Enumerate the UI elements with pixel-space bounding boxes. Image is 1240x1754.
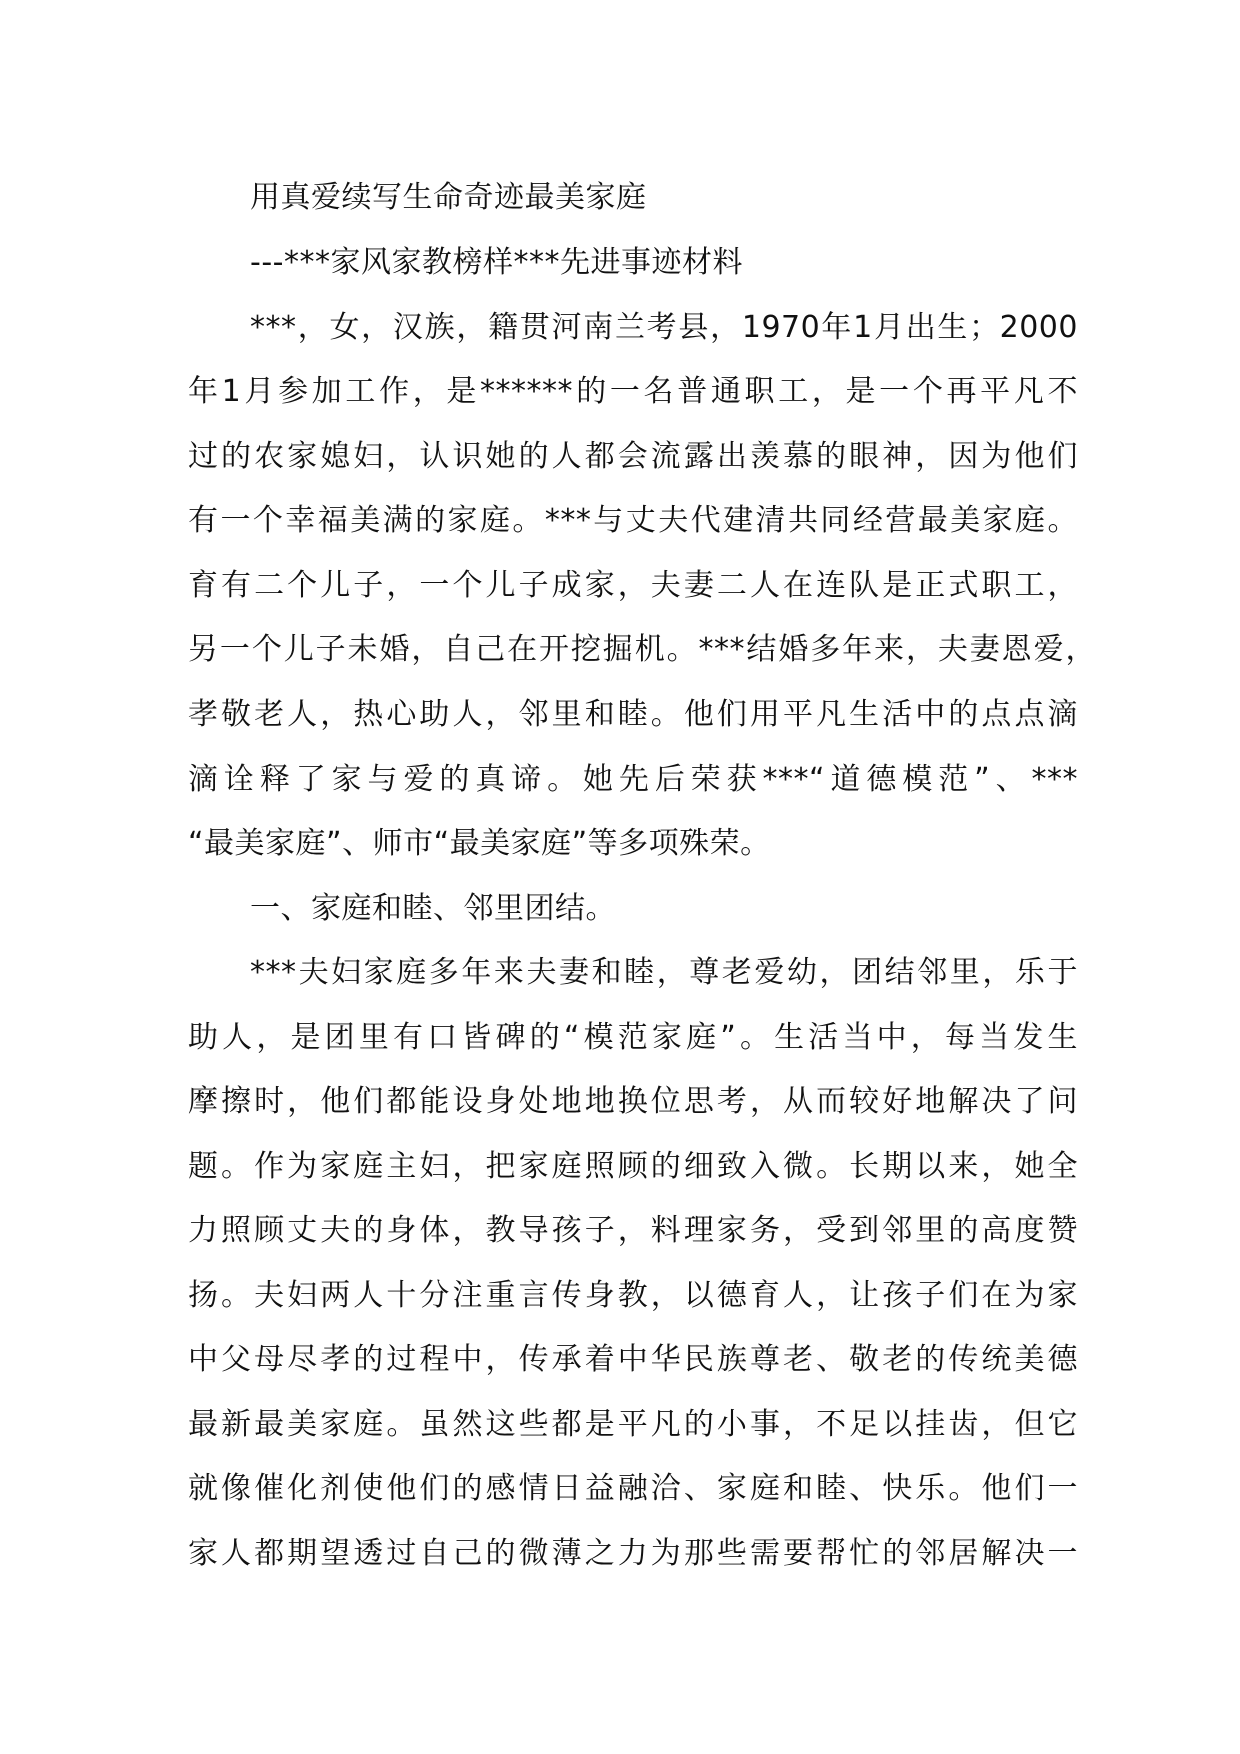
paragraph-line: 年1月参加工作，是******的一名普通职工，是一个再平凡不 <box>188 374 1078 409</box>
paragraph-line: 育有二个儿子，一个儿子成家，夫妻二人在连队是正式职工， <box>188 568 1078 603</box>
paragraph-line: ***夫妇家庭多年来夫妻和睦，尊老爱幼，团结邻里，乐于 <box>250 955 1078 990</box>
paragraph-line: 摩擦时，他们都能设身处地地换位思考，从而较好地解决了问 <box>188 1084 1078 1119</box>
paragraph-line: 扬。夫妇两人十分注重言传身教，以德育人，让孩子们在为家 <box>188 1278 1078 1313</box>
paragraph-line: 有一个幸福美满的家庭。***与丈夫代建清共同经营最美家庭。 <box>188 503 1078 538</box>
paragraph-line: 滴诠释了家与爱的真谛。她先后荣获***“道德模范”、*** <box>188 762 1078 797</box>
paragraph-line: 就像催化剂使他们的感情日益融洽、家庭和睦、快乐。他们一 <box>188 1471 1078 1506</box>
paragraph-line: 过的农家媳妇，认识她的人都会流露出羡慕的眼神，因为他们 <box>188 439 1078 474</box>
section-heading: 一、家庭和睦、邻里团结。 <box>250 891 616 926</box>
paragraph-line: 家人都期望透过自己的微薄之力为那些需要帮忙的邻居解决一 <box>188 1536 1078 1571</box>
paragraph-line: 力照顾丈夫的身体，教导孩子，料理家务，受到邻里的高度赞 <box>188 1213 1078 1248</box>
paragraph-line: 另一个儿子未婚，自己在开挖掘机。***结婚多年来，夫妻恩爱， <box>188 632 1096 667</box>
document-subtitle: ---***家风家教榜样***先进事迹材料 <box>250 245 743 280</box>
document-title: 用真爱续写生命奇迹最美家庭 <box>250 180 647 215</box>
paragraph-line: 中父母尽孝的过程中，传承着中华民族尊老、敬老的传统美德 <box>188 1342 1078 1377</box>
paragraph-line: 孝敬老人，热心助人，邻里和睦。他们用平凡生活中的点点滴 <box>188 697 1078 732</box>
paragraph-line: “最美家庭”、师市“最美家庭”等多项殊荣。 <box>188 826 771 861</box>
paragraph-line: 最新最美家庭。虽然这些都是平凡的小事，不足以挂齿，但它 <box>188 1407 1078 1442</box>
paragraph-line: 助人，是团里有口皆碑的“模范家庭”。生活当中，每当发生 <box>188 1020 1078 1055</box>
paragraph-line: ***，女，汉族，籍贯河南兰考县，1970年1月出生；2000 <box>250 310 1078 345</box>
paragraph-line: 题。作为家庭主妇，把家庭照顾的细致入微。长期以来，她全 <box>188 1149 1078 1184</box>
